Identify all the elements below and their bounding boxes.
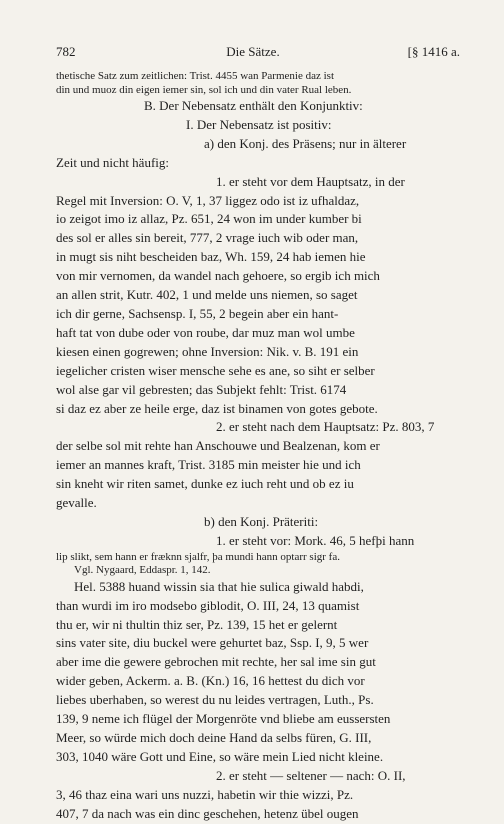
text-line: io zeigot imo iz allaz, Pz. 651, 24 won im under kumber bi xyxy=(56,211,362,227)
running-header xyxy=(56,44,460,60)
text-line: liebes uberhaben, so werest du nu leides vertragen, Luth., Ps. xyxy=(56,692,374,708)
text-line: der selbe sol mit rehte han Anschouwe und Bealzenan, kom er xyxy=(56,438,380,454)
text-line: 3, 46 thaz eina wari uns nuzzi, habetin wir thie wizzi, Pz. xyxy=(56,786,354,802)
text-line: gevalle. xyxy=(56,495,97,511)
text-line: 303, 1040 wäre Gott und Eine, so wäre mein Lied nicht kleine. xyxy=(56,748,384,764)
reference-note: Vgl. Nygaard, Eddaspr. 1, 142. xyxy=(74,564,211,577)
page-number: 782 xyxy=(56,44,76,59)
text-line: haft tat von dube oder von roube, dar muz man wol umbe xyxy=(56,324,355,340)
text-line: Zeit und nicht häufig: xyxy=(56,154,170,170)
text-line: ich dir gerne, Sachsensp. I, 55, 2 begein aber ein hant- xyxy=(56,305,339,321)
heading-i: I. Der Nebensatz ist positiv: xyxy=(186,116,332,132)
text-line: si daz ez aber ze heile erge, daz ist binamen von gotes gebote. xyxy=(56,400,378,416)
text-line: Regel mit Inversion: O. V, 1, 37 liggez odo ist iz ufhaldaz, xyxy=(56,192,360,208)
text-line: lip slikt, sem hann er fræknn sjalfr, þa mundi hann optarr sigr fa. xyxy=(56,550,340,563)
text-line: an allen strit, Kutr. 402, 1 und melde uns niemen, so saget xyxy=(56,287,358,303)
text-line: aber ime die gewere gebrochen mit rechte, her sal ime sin gut xyxy=(56,654,376,670)
heading-b-sub: b) den Konj. Präteriti: xyxy=(204,513,319,529)
subheading-2: 2. er steht nach dem Hauptsatz: Pz. 803, 7 xyxy=(216,419,435,435)
text-line: sin kneht wir riten samet, dunke ez iuch reht und ob ez iu xyxy=(56,476,354,492)
subheading-2-b: 2. er steht — seltener — nach: O. II, xyxy=(216,767,406,783)
continued-example xyxy=(56,70,460,97)
text-line: wol alse gar vil gebresten; das Subjekt fehlt: Trist. 6174 xyxy=(56,381,347,397)
text-line: thu er, wir ni thultin thiz ser, Pz. 139, 15 het er gelernt xyxy=(56,616,338,632)
text-line: Meer, so würde mich doch deine Hand da selbs füren, G. III, xyxy=(56,730,372,745)
text-line: 139, 9 neme ich flügel der Morgenröte vnd bliebe am eussersten xyxy=(56,711,391,727)
main-text xyxy=(56,97,460,824)
subheading-1: 1. er steht vor dem Hauptsatz, in der xyxy=(216,173,405,189)
text-line: kiesen einen gogrewen; ohne Inversion: Nik. v. B. 191 ein xyxy=(56,343,359,359)
text-line: iegelicher cristen wiser mensche sehe es ane, so siht er selber xyxy=(56,362,375,378)
text-line: von mir vernomen, da wandel nach gehoere, so ergib ich mich xyxy=(56,268,380,284)
text-line: wider geben, Ackerm. a. B. (Kn.) 16, 16 hettest du dich vor xyxy=(56,673,365,689)
text-line: than wurdi im iro modsebo giblodit, O. III, 24, 13 quamist xyxy=(56,597,360,613)
heading-a: a) den Konj. des Präsens; nur in älterer xyxy=(204,135,407,151)
text-line: des sol er alles sin bereit, 777, 2 vrage iuch wib oder man, xyxy=(56,230,359,246)
text-line: thetische Satz zum zeitlichen: Trist. 4455 wan Parmenie daz ist xyxy=(56,70,334,82)
text-line: 407, 7 da nach was ein dinc geschehen, hetenz übel ougen xyxy=(56,805,359,821)
running-title: Die Sätze. xyxy=(226,44,280,59)
text-line: Hel. 5388 huand wissin sia that hie sulica giwald habdi, xyxy=(74,578,364,594)
subheading-1-b: 1. er steht vor: Mork. 46, 5 hefþi hann xyxy=(216,532,415,548)
heading-b: B. Der Nebensatz enthält den Konjunktiv: xyxy=(144,98,363,113)
text-line: din und muoz din eigen iemer sin, sol ich und din vater Rual leben. xyxy=(56,83,352,96)
text-line: iemer an mannes kraft, Trist. 3185 min meister hie und ich xyxy=(56,457,361,473)
text-line: in mugt sis niht bescheiden baz, Wh. 159, 24 hab iemen hie xyxy=(56,249,366,265)
section-reference: [§ 1416 a. xyxy=(407,44,460,59)
text-line: sins vater site, diu buckel were gehurtet baz, Ssp. I, 9, 5 wer xyxy=(56,635,369,651)
